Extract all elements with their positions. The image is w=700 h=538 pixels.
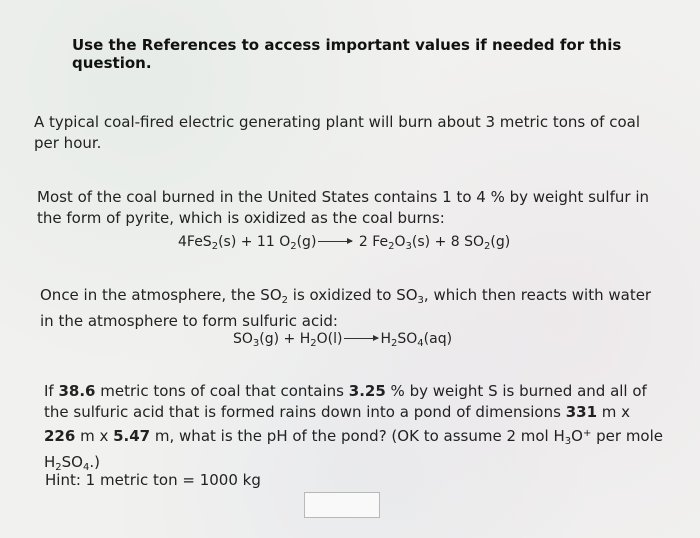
pond-depth-value: 5.47 xyxy=(113,427,151,445)
equation-sulfuric-acid-formation: $SO_3(g) + H_2O(l)$ $H_2SO_4(aq)$ xyxy=(233,331,453,349)
instructions-header: Use the References to access important values if needed for this question. xyxy=(72,36,622,72)
pond-width-value: 226 xyxy=(44,427,76,445)
reaction-arrow-icon xyxy=(344,338,378,339)
pond-length-value: 331 xyxy=(565,403,598,421)
reaction-arrow-icon xyxy=(318,241,352,242)
coal-tons-value: 38.6 xyxy=(58,382,96,400)
paragraph-sulfur-content: Most of the coal burned in the United States contains 1 to 4 % by weight sulfur in the form of pyrite, which is oxidized as the coal burns: xyxy=(37,188,649,227)
hint-text: Hint: 1 metric ton = 1000 kg xyxy=(45,471,261,489)
equation-pyrite-oxidation: 4FeS$_2$(s) + 11 $O_2(g)$ 2 $Fe_2O_3(s) + 8$ $SO_2(g)$ xyxy=(178,234,511,252)
answer-input[interactable] xyxy=(304,492,380,518)
paragraph-so2-oxidation: Once in the atmosphere, the $SO_2$ is oxidized to $SO_3$, which then reacts with water in the atmosphere to form sulfuric acid: xyxy=(40,286,652,330)
question-paragraph: If 38.6 metric tons of coal that contains 3.25 % by weight S is burned and all of the sulfuric acid that is formed rains down into a pond of dimensions 331 m x 226 m x 5.47 m, what is the pH of the pond? (OK to assume 2 mol $H_3O^+$ per mole $H_2SO_4$.) xyxy=(44,382,663,473)
sulfur-percent-value: 3.25 xyxy=(348,382,386,400)
paragraph-plant-burn-rate: A typical coal-fired electric generating plant will burn about 3 metric tons of coal per hour. xyxy=(34,113,641,152)
